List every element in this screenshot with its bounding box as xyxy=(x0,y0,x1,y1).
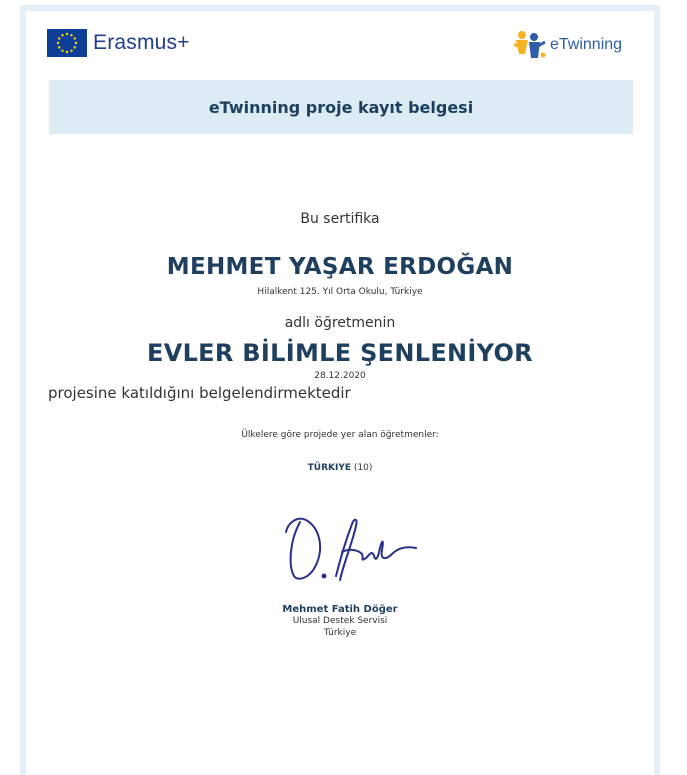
signature-image xyxy=(280,510,420,590)
teacher-name: MEHMET YAŞAR ERDOĞAN xyxy=(166,254,514,280)
project-name: EVLER BİLİMLE ŞENLENİYOR xyxy=(147,339,533,367)
erasmus-logo xyxy=(47,28,190,58)
certifies-text: projesine katıldığını belgelendirmektedir xyxy=(48,384,351,402)
erasmus-label: Erasmus+ xyxy=(93,31,190,54)
etwinning-figures-icon xyxy=(512,28,546,62)
countries-label: Ülkelere göre projede yer alan öğretmenler: xyxy=(241,430,439,440)
signatory-role: Ulusal Destek Servisi xyxy=(292,616,388,626)
school-name: Hilalkent 125. Yıl Orta Okulu, Türkiye xyxy=(257,287,423,297)
teacher-of-text: adlı öğretmenin xyxy=(284,315,396,331)
country-count: (10) xyxy=(353,463,373,473)
eu-flag-icon xyxy=(47,29,87,57)
country-name: TÜRKIYE xyxy=(307,463,351,473)
country-list xyxy=(40,463,640,473)
etwinning-logo xyxy=(512,28,622,62)
intro-text: Bu sertifika xyxy=(300,211,380,227)
title-banner xyxy=(49,80,633,134)
document-title: eTwinning proje kayıt belgesi xyxy=(208,97,474,117)
signatory-name: Mehmet Fatih Döğer xyxy=(282,604,398,615)
signatory-country: Türkiye xyxy=(323,628,357,638)
certificate-date: 28.12.2020 xyxy=(314,371,366,381)
etwinning-label: eTwinning xyxy=(550,36,623,53)
